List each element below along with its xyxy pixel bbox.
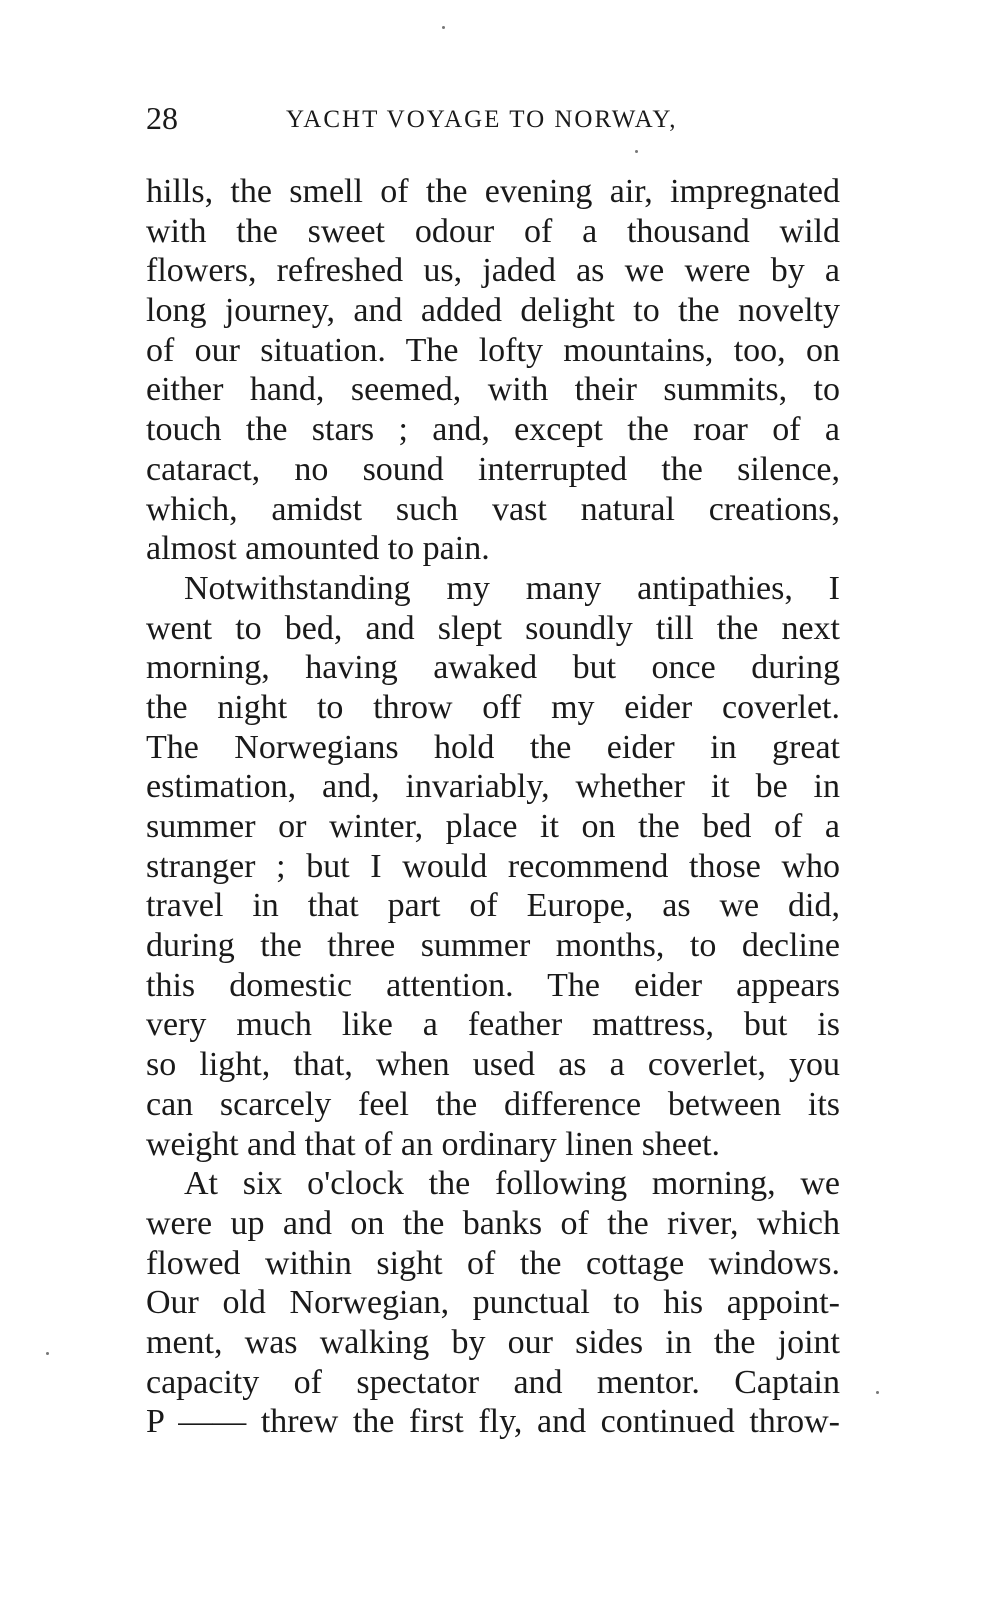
text-line: stranger ; but I would recommend those who <box>146 847 840 885</box>
text-line: this domestic attention. The eider appears <box>146 966 840 1004</box>
text-line: travel in that part of Europe, as we did, <box>146 887 840 925</box>
text-line: very much like a feather mattress, but is <box>146 1006 840 1044</box>
text-line: hills, the smell of the evening air, impregnated <box>146 173 840 210</box>
text-line: of our situation. The lofty mountains, too, on <box>146 331 840 369</box>
text-line: either hand, seemed, with their summits, to <box>146 371 840 409</box>
print-speck <box>46 1352 49 1355</box>
text-line: cataract, no sound interrupted the silence, <box>146 450 840 488</box>
text-line: P —— threw the first fly, and continued throw- <box>146 1403 840 1441</box>
text-line: capacity of spectator and mentor. Captain <box>146 1363 840 1401</box>
text-line: summer or winter, place it on the bed of a <box>146 808 840 845</box>
text-line: so light, that, when used as a coverlet, you <box>146 1046 840 1084</box>
text-line-paragraph-start: At six o'clock the following morning, we <box>184 1165 840 1203</box>
text-line: can scarcely feel the difference between its <box>146 1085 840 1123</box>
text-line: The Norwegians hold the eider in great <box>146 728 840 766</box>
body-text <box>146 172 840 1442</box>
text-line: flowed within sight of the cottage windows. <box>146 1244 840 1282</box>
text-line: Our old Norwegian, punctual to his appoint- <box>146 1284 840 1322</box>
print-speck <box>876 1391 879 1394</box>
text-line: with the sweet odour of a thousand wild <box>146 212 840 250</box>
text-line: long journey, and added delight to the novelty <box>146 292 840 330</box>
text-line: flowers, refreshed us, jaded as we were by a <box>146 252 840 290</box>
page-number: 28 <box>146 100 178 136</box>
text-line: the night to throw off my eider coverlet. <box>146 688 840 726</box>
text-line: which, amidst such vast natural creations, <box>146 490 840 528</box>
text-line: went to bed, and slept soundly till the next <box>146 609 840 647</box>
text-line: estimation, and, invariably, whether it be in <box>146 768 840 806</box>
text-line: touch the stars ; and, except the roar of a <box>146 411 840 449</box>
text-line: were up and on the banks of the river, which <box>146 1204 840 1242</box>
text-line: ment, was walking by our sides in the joint <box>146 1323 840 1361</box>
text-line-paragraph-end: weight and that of an ordinary linen sheet. <box>146 1125 721 1163</box>
page-header <box>146 96 846 140</box>
text-line: during the three summer months, to decline <box>146 927 840 965</box>
running-head: YACHT VOYAGE TO NORWAY, <box>286 106 678 133</box>
print-speck <box>635 150 638 153</box>
print-speck <box>442 26 445 29</box>
text-line: morning, having awaked but once during <box>146 649 840 687</box>
text-line-paragraph-start: Notwithstanding my many antipathies, I <box>184 569 840 607</box>
text-line-paragraph-end: almost amounted to pain. <box>146 530 490 568</box>
